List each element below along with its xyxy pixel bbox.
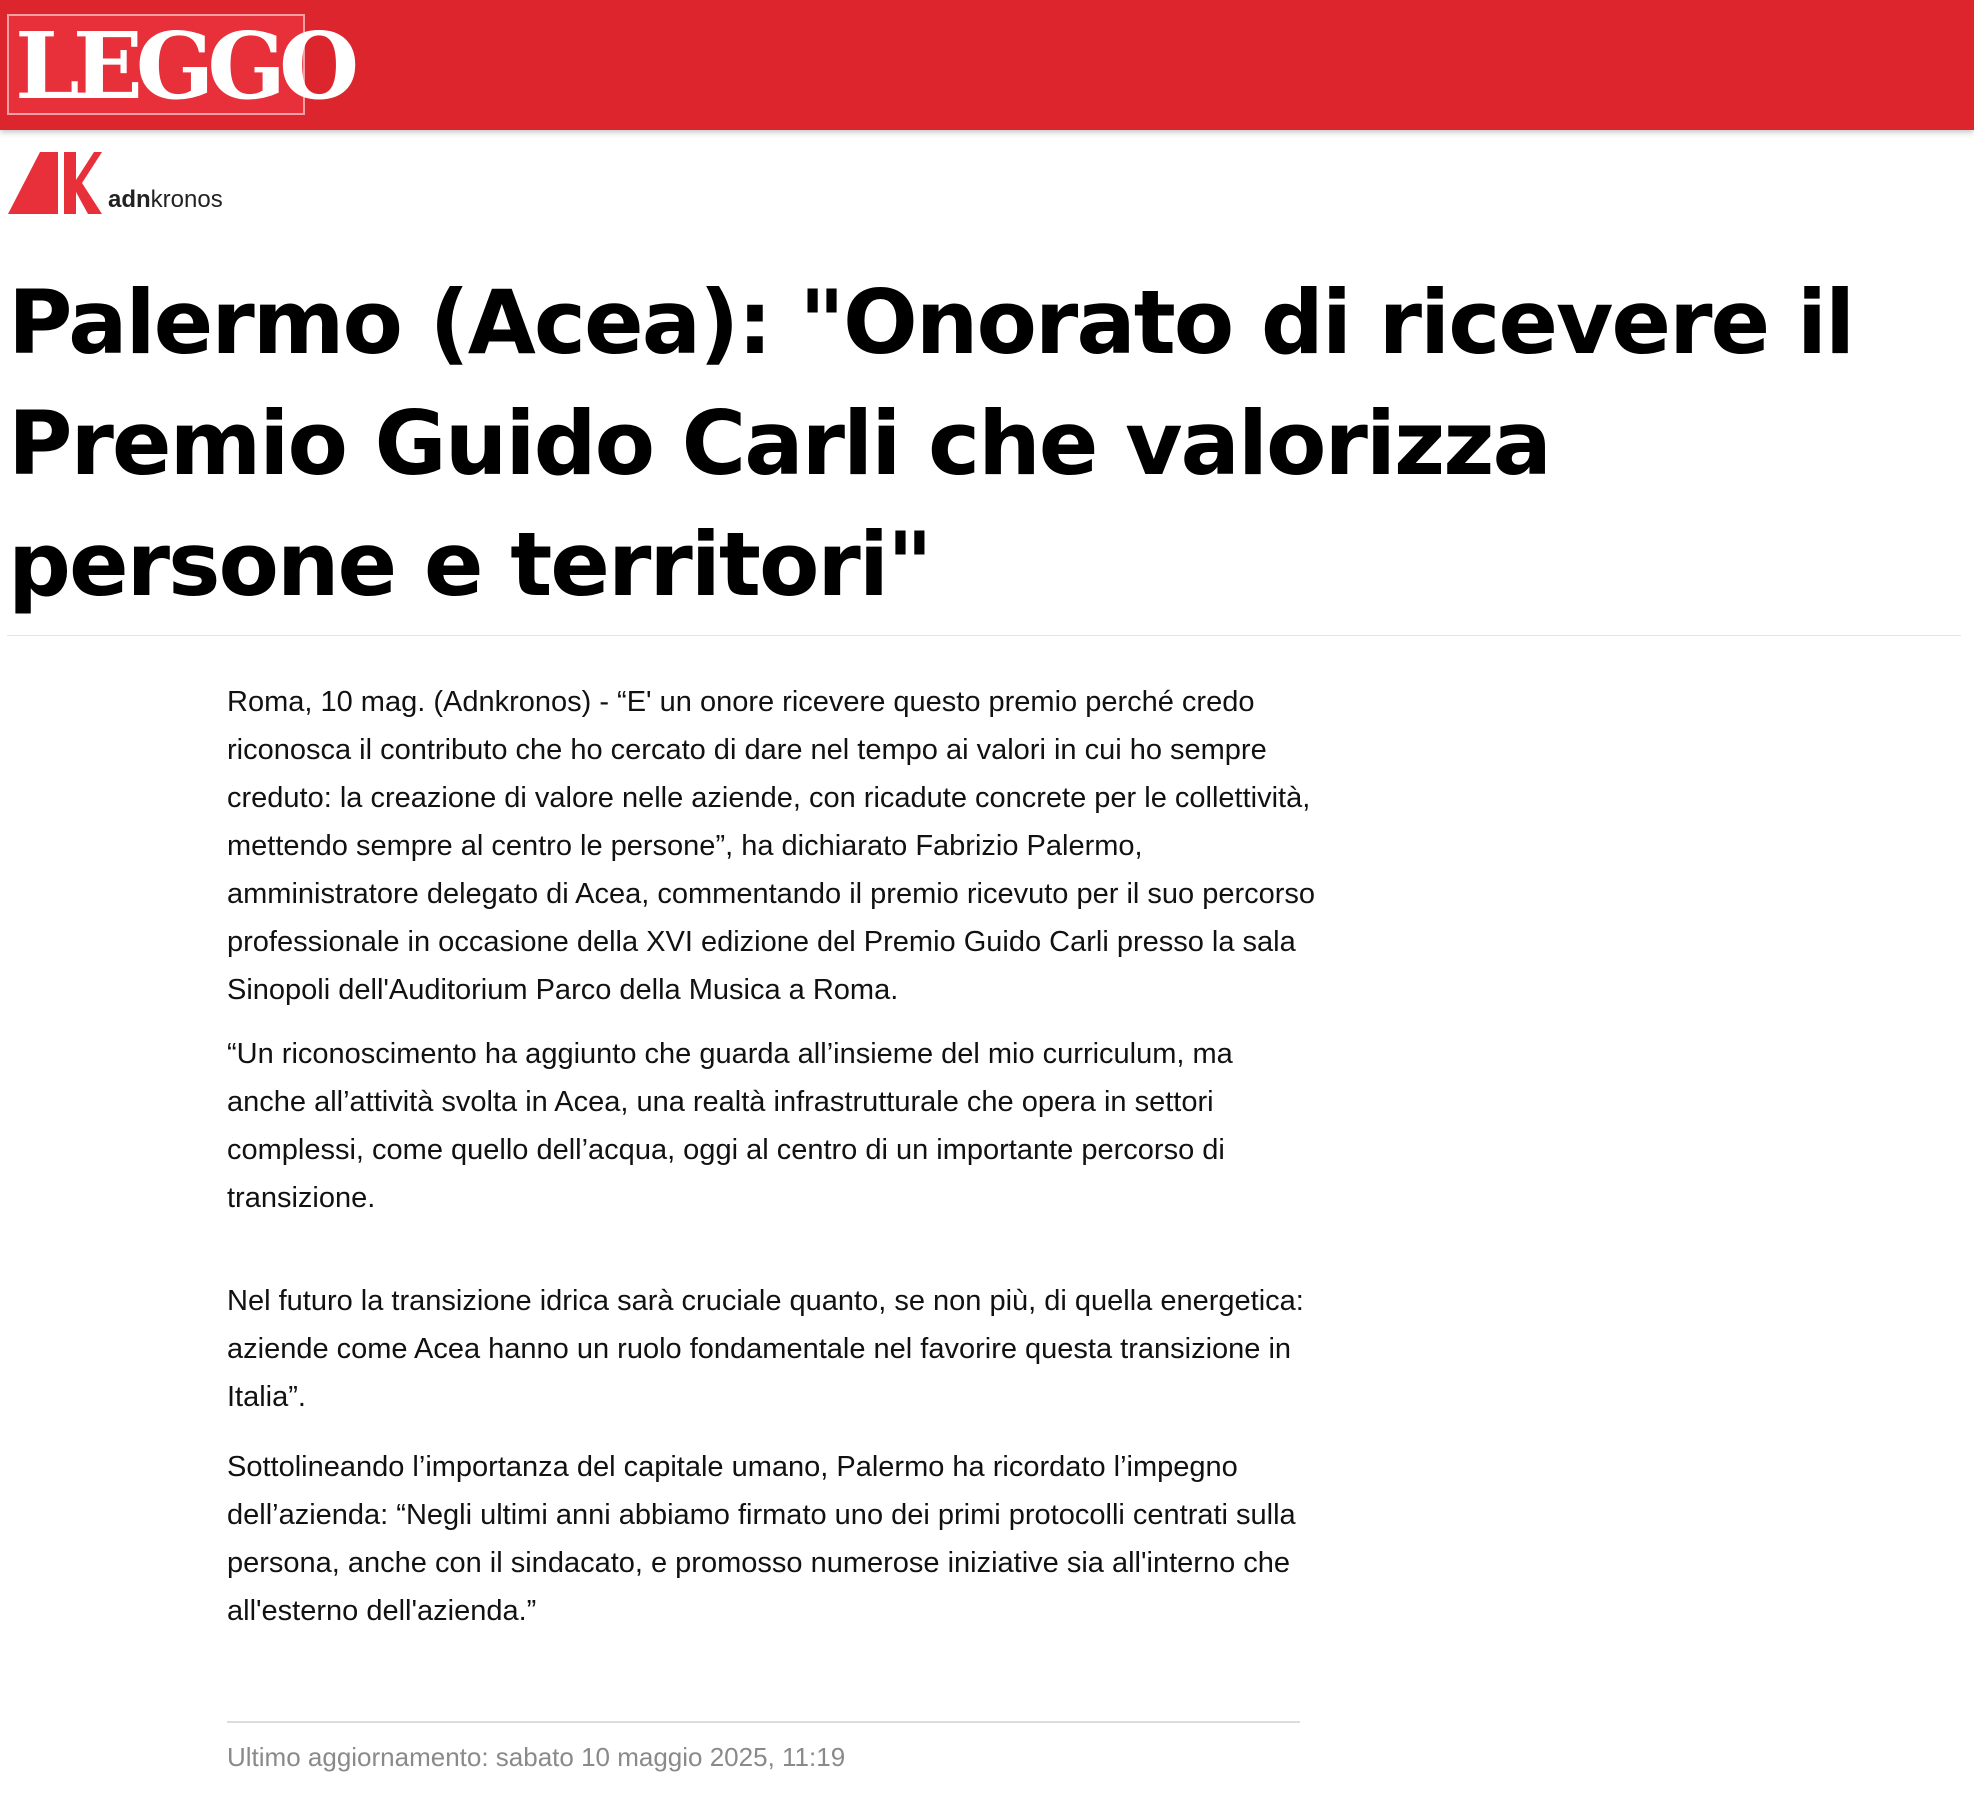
article-paragraph: Nel futuro la transizione idrica sarà cruciale quanto, se non più, di quella energetica: aziende come Acea hanno un ruolo fondamentale nel favorire questa transizione in Italia”.	[227, 1285, 1304, 1413]
article-title: Palermo (Acea): "Onorato di ricevere il Premio Guido Carli che valorizza persone e territori"	[8, 271, 1854, 616]
article-paragraph: “Un riconoscimento ha aggiunto che guarda all’insieme del mio curriculum, ma anche all’attività svolta in Acea, una realtà infrastrutturale che opera in settori complessi, come quello dell’acqua, oggi al centro di un importante percorso di transizione.	[227, 1038, 1233, 1214]
article-paragraph: Roma, 10 mag. (Adnkronos) - “E' un onore ricevere questo premio perché credo riconosca il contributo che ho cercato di dare nel tempo ai valori in cui ho sempre creduto: la creazione di valore nelle aziende, con ricadute concrete per le collettività, mettendo sempre al centro le persone”, ha dichiarato Fabrizio Palermo, amministratore delegato di Acea, commentando il premio ricevuto per il suo percorso professionale in occasione della XVI edizione del Premio Guido Carli presso la sala Sinopoli dell'Auditorium Parco della Musica a Roma.	[227, 686, 1316, 1006]
footer-divider	[227, 1721, 1300, 1723]
last-updated: Ultimo aggiornamento: sabato 10 maggio 2025, 11:19	[227, 1742, 846, 1772]
site-header	[0, 0, 1974, 130]
agency-logo[interactable]	[8, 150, 223, 214]
article-paragraph: Sottolineando l’importanza del capitale umano, Palermo ha ricordato l’impegno dell’azienda: “Negli ultimi anni abbiamo firmato uno dei primi protocolli centrati sulla persona, anche con il sindacato, e promosso numerose iniziative sia all'interno che all'esterno dell'azienda.”	[227, 1451, 1296, 1627]
title-divider	[7, 635, 1961, 636]
agency-name: adnkronos	[108, 186, 223, 213]
leggo-logo[interactable]	[7, 12, 353, 120]
adnkronos-logo-icon	[8, 152, 102, 214]
leggo-logo-text: LEGGO	[15, 12, 353, 120]
article-body	[227, 678, 1317, 1635]
